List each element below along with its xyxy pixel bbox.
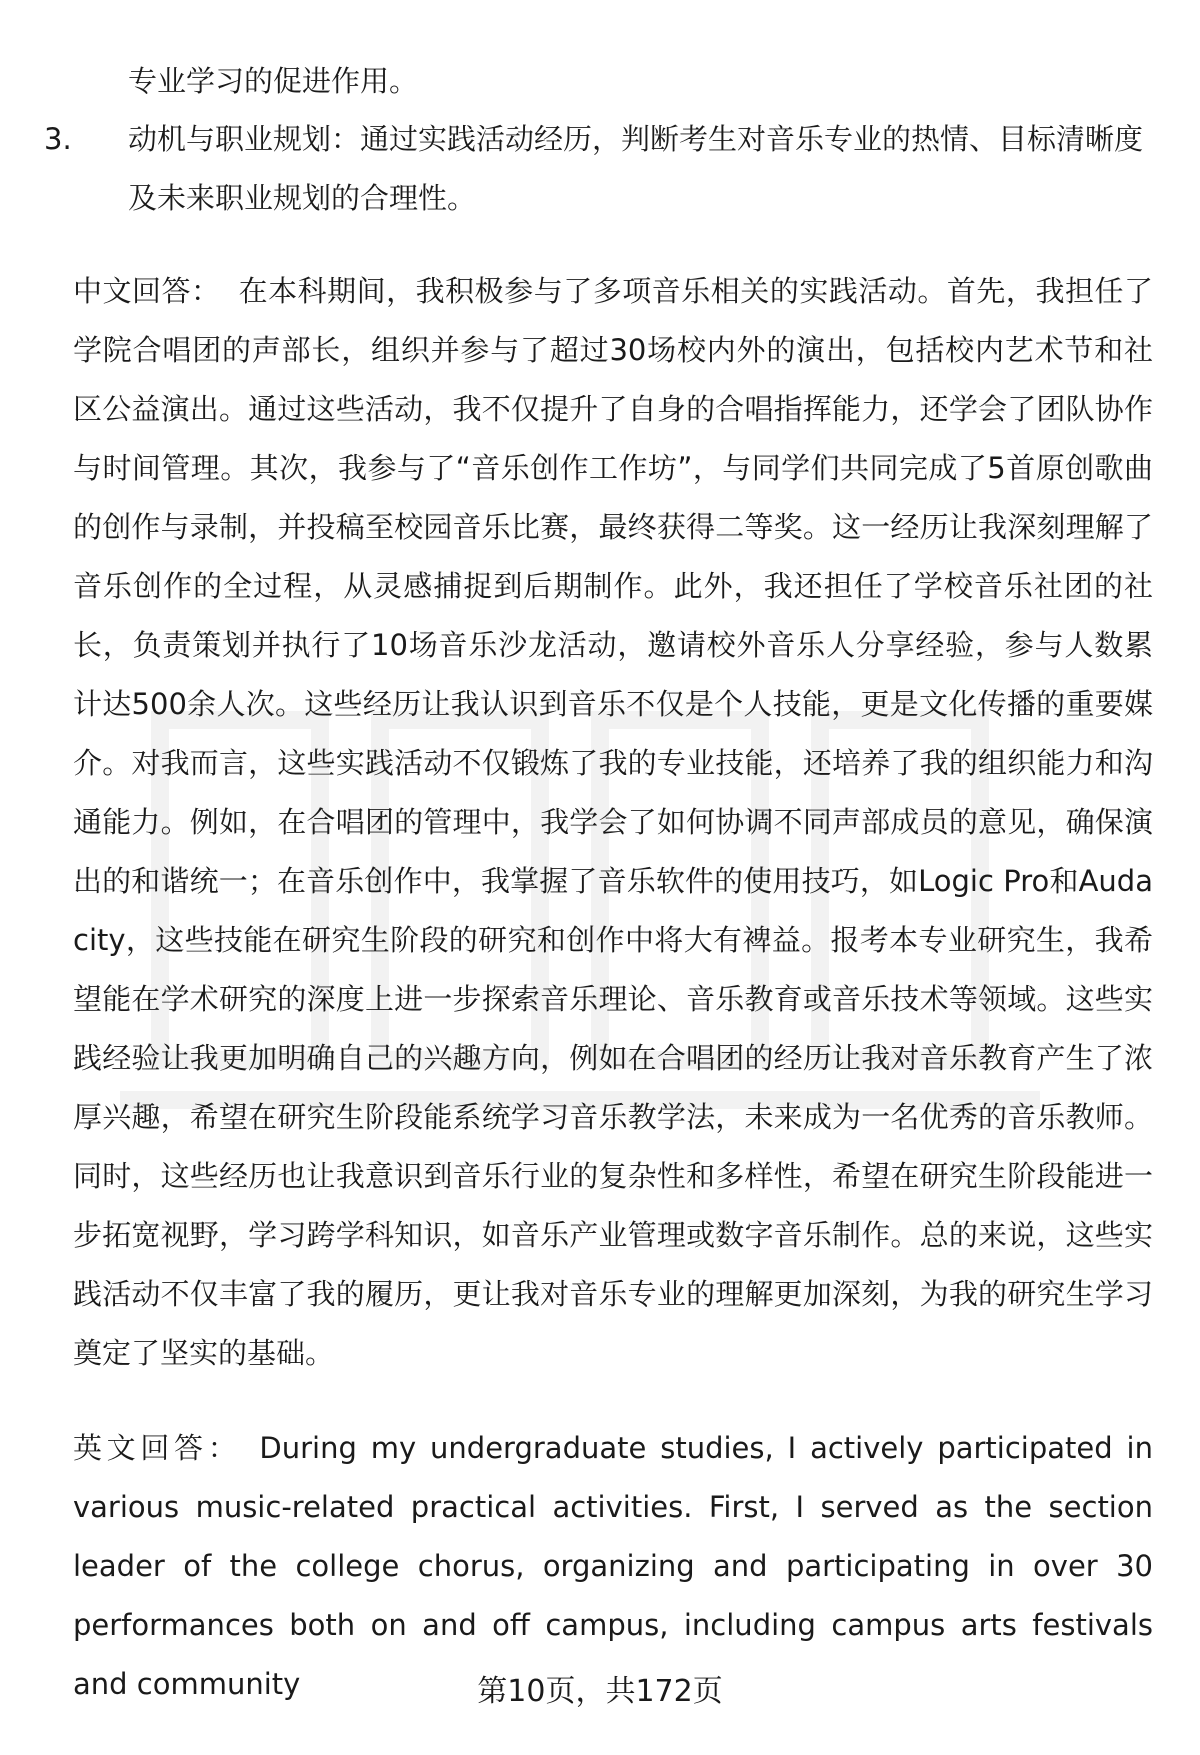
- english-answer-paragraph: [73, 1419, 1153, 1714]
- english-answer-text: During my undergraduate studies, I actively participated in various music-related practical activities. First, I served as the section leader of the college chorus, organizing and participating in over 30 performances both on and off campus, including campus arts festivals and community: [73, 1431, 1153, 1701]
- chinese-answer-paragraph: [73, 262, 1153, 1383]
- page-number-footer: 第10页，共172页: [477, 1674, 723, 1709]
- list-item-3: [44, 110, 1146, 228]
- english-answer-label: 英文回答：: [73, 1431, 242, 1465]
- list-item-text: 动机与职业规划：通过实践活动经历，判断考生对音乐专业的热情、目标清晰度及未来职业规划的合理性。: [128, 122, 1144, 215]
- chinese-answer-label: 中文回答：: [73, 274, 221, 308]
- list-item-continuation: 专业学习的促进作用。: [128, 64, 419, 98]
- list-item-number: 3.: [44, 122, 72, 156]
- chinese-answer-text: 在本科期间，我积极参与了多项音乐相关的实践活动。首先，我担任了学院合唱团的声部长，组织并参与了超过30场校内外的演出，包括校内艺术节和社区公益演出。通过这些活动，我不仅提升了自身的合唱指挥能力，还学会了团队协作与时间管理。其次，我参与了“音乐创作工作坊”，与同学们共同完成了5首原创歌曲的创作与录制，并投稿至校园音乐比赛，最终获得二等奖。这一经历让我深刻理解了音乐创作的全过程，从灵感捕捉到后期制作。此外，我还担任了学校音乐社团的社长，负责策划并执行了10场音乐沙龙活动，邀请校外音乐人分享经验，参与人数累计达500余人次。这些经历让我认识到音乐不仅是个人技能，更是文化传播的重要媒介。对我而言，这些实践活动不仅锻炼了我的专业技能，还培养了我的组织能力和沟通能力。例如，在合唱团的管理中，我学会了如何协调不同声部成员的意见，确保演出的和谐统一；在音乐创作中，我掌握了音乐软件的使用技巧，如Logic Pro和Audacity，这些技能在研究生阶段的研究和创作中将大有裨益。报考本专业研究生，我希望能在学术研究的深度上进一步探索音乐理论、音乐教育或音乐技术等领域。这些实践经验让我更加明确自己的兴趣方向，例如在合唱团的经历让我对音乐教育产生了浓厚兴趣，希望在研究生阶段能系统学习音乐教学法，未来成为一名优秀的音乐教师。同时，这些经历也让我意识到音乐行业的复杂性和多样性，希望在研究生阶段能进一步拓宽视野，学习跨学科知识，如音乐产业管理或数字音乐制作。总的来说，这些实践活动不仅丰富了我的履历，更让我对音乐专业的理解更加深刻，为我的研究生学习奠定了坚实的基础。: [73, 274, 1153, 1370]
